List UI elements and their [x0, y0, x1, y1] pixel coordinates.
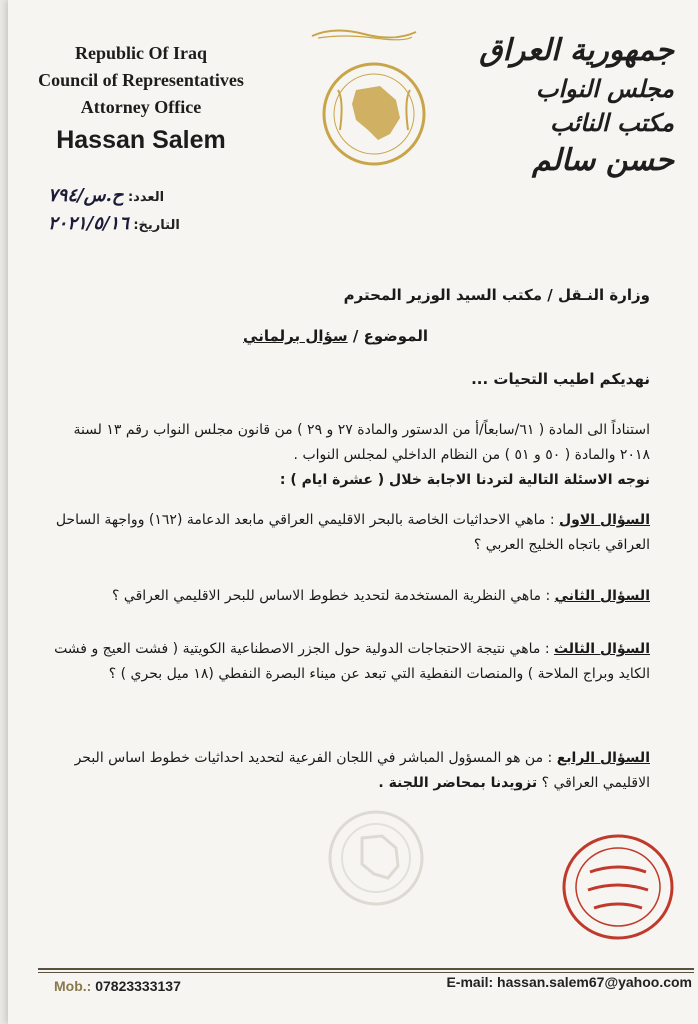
mobile-label: Mob.:	[54, 978, 92, 994]
ref-date-value: ٢٠٢١/٥/١٦	[48, 213, 129, 234]
council-emblem-icon	[320, 60, 428, 168]
arabic-letterhead	[474, 30, 674, 182]
intro-block	[40, 418, 650, 493]
subject-label: الموضوع /	[352, 327, 428, 345]
question-3-text: : ماهي نتيجة الاحتجاجات الدولية حول الجزر الاصطناعية الكويتية ( فشت العيج و فشت الكايد وبراج الملاحة ) والمنصات النفطية التي تبعد عن ميناء البصرة النفطي (١٨ ميل بحري ) ؟	[54, 641, 650, 682]
question-3	[40, 637, 650, 687]
question-3-label: السؤال الثالث	[553, 641, 650, 657]
footer-email	[446, 974, 692, 990]
ar-council: مجلس النواب	[535, 74, 674, 103]
ref-date-label: التاريخ:	[133, 218, 180, 233]
greeting: نهديكم اطيب التحيات ...	[471, 370, 650, 388]
question-4-text: : من هو المسؤول المباشر في اللجان الفرعية لتحديد احداثيات خطوط اساس البحر الاقليمي العراقي ؟	[74, 750, 650, 791]
en-name: Hassan Salem	[56, 126, 226, 154]
letter-page	[8, 0, 698, 1024]
ar-name: حسن سالم	[532, 143, 674, 178]
embossed-seal-icon	[326, 808, 426, 908]
en-council: Council of Representatives	[38, 70, 244, 90]
subject-value: سؤال برلماني	[243, 327, 348, 345]
en-office: Attorney Office	[80, 97, 202, 117]
basmala-logo	[304, 22, 424, 44]
question-4	[40, 746, 650, 796]
english-letterhead	[26, 40, 256, 154]
ref-number-value: ح.س/٧٩٤	[48, 185, 124, 206]
ar-country: جمهورية العراق	[479, 33, 674, 68]
question-2-text: : ماهي النظرية المستخدمة لتحديد خطوط الاساس للبحر الاقليمي العراقي ؟	[112, 588, 551, 604]
footer-divider-thin	[38, 972, 694, 973]
subject-line	[128, 327, 428, 345]
ref-number-row	[48, 183, 228, 211]
email-address[interactable]: hassan.salem67@yahoo.com	[497, 974, 692, 990]
question-4-label: السؤال الرابع	[556, 750, 650, 766]
question-1-text: : ماهي الاحداثيات الخاصة بالبحر الاقليمي العراقي مابعد الدعامة (١٦٢) وواجهة الساحل العراقي باتجاه الخليج العربي ؟	[55, 512, 650, 553]
ref-number-label: العدد:	[127, 190, 165, 205]
ref-date-row	[48, 211, 228, 239]
email-label: E-mail:	[446, 974, 494, 990]
directive-text: نوجه الاسئلة التالية لتردنا الاجابة خلال ( عشرة ايام ) :	[279, 472, 650, 488]
addressee: وزارة النـقل / مكتب السيد الوزير المحترم	[343, 286, 650, 304]
question-2	[40, 584, 650, 609]
question-1	[40, 508, 650, 558]
mobile-number: 07823333137	[95, 978, 181, 994]
ar-office: مكتب النائب	[549, 108, 674, 137]
question-1-label: السؤال الاول	[559, 512, 650, 528]
reference-block	[48, 183, 228, 239]
red-stamp-icon	[560, 832, 676, 942]
intro-text: استناداً الى المادة ( ٦١/سابعاً/أ من الدستور والمادة ٢٧ و ٢٩ ) من قانون مجلس النواب رقم ١٣ لسنة ٢٠١٨ والمادة ( ٥٠ و ٥١ ) من النظام الداخلي لمجلس النواب .	[73, 422, 650, 463]
en-country: Republic Of Iraq	[74, 43, 207, 63]
footer-mobile	[54, 978, 181, 994]
question-4-request: تزويدنا بمحاضر اللجنة .	[378, 775, 538, 791]
footer-divider	[38, 968, 694, 970]
question-2-label: السؤال الثاني	[554, 588, 650, 604]
